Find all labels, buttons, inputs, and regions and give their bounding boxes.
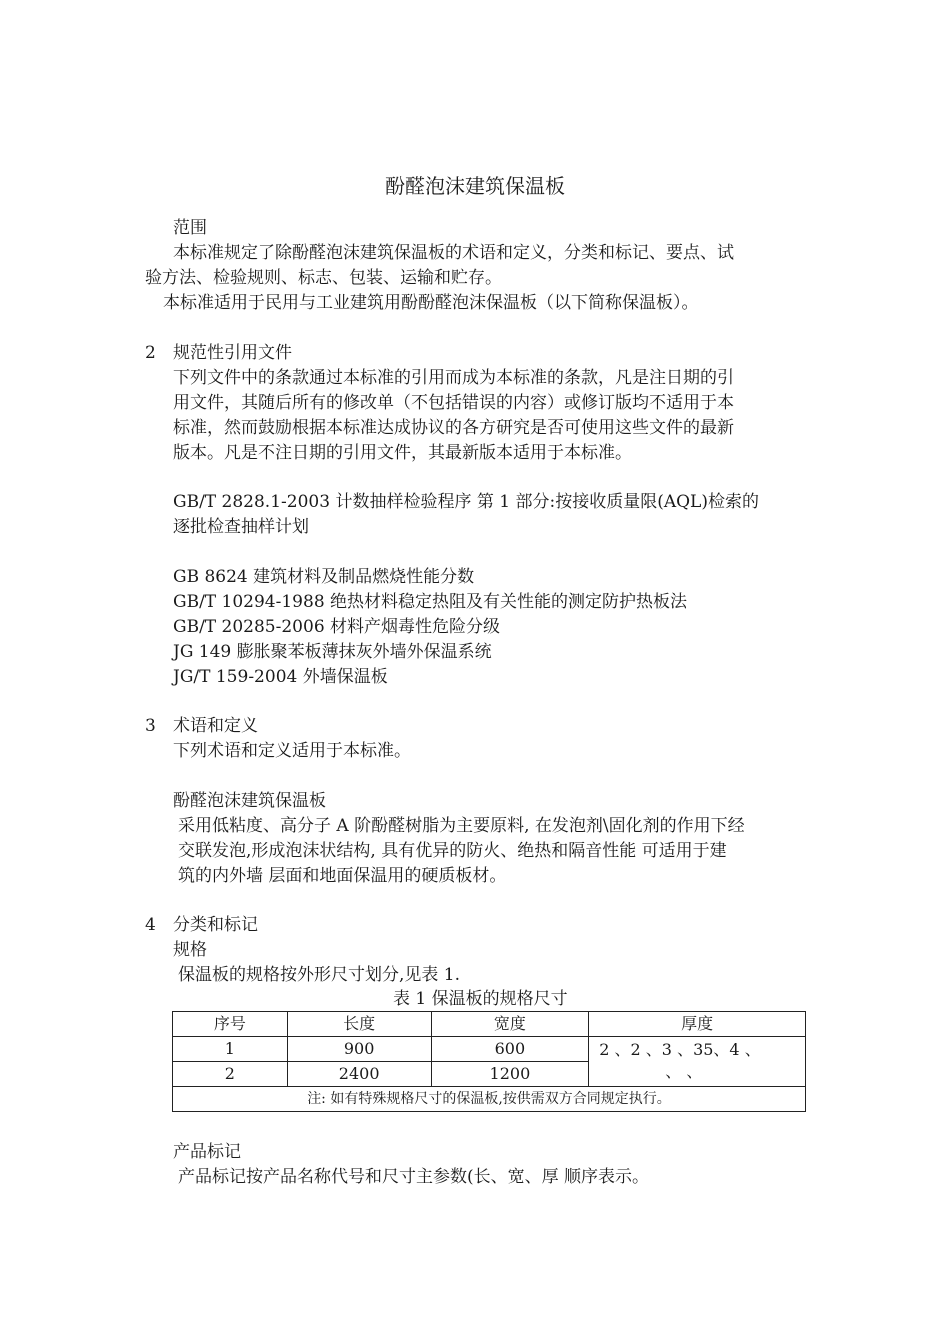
section-heading-terms: 术语和定义: [173, 716, 258, 736]
table-header-cell: 长度: [287, 1012, 431, 1037]
marking-text: 产品标记按产品名称代号和尺寸主参数(长、宽、厚 顺序表示。: [178, 1167, 650, 1187]
term-definition-line-2: 交联发泡,形成泡沫状结构, 具有优异的防火、绝热和隔音性能 可适用于建: [178, 841, 727, 861]
table-note-row: [173, 1087, 806, 1112]
table-header-row: [173, 1012, 806, 1037]
subsection-heading-spec: 规格: [173, 940, 207, 960]
terms-intro: 下列术语和定义适用于本标准。: [173, 741, 411, 761]
table-header-cell: 厚度: [589, 1012, 806, 1037]
reference-item: GB/T 2828.1-2003 计数抽样检验程序 第 1 部分:按接收质量限(AQL)检索的: [173, 492, 759, 512]
reference-item: JG/T 159-2004 外墙保温板: [173, 667, 388, 687]
thickness-values-continued: 、 、: [665, 1062, 703, 1081]
spec-table: [172, 1011, 806, 1112]
scope-paragraph-line-2: 验方法、检验规则、标志、包装、运输和贮存。: [145, 268, 502, 288]
thickness-cell: [589, 1037, 806, 1087]
refs-intro-line-1: 下列文件中的条款通过本标准的引用而成为本标准的条款，凡是注日期的引: [173, 368, 734, 388]
table-cell: 900: [287, 1037, 431, 1062]
subsection-heading-marking: 产品标记: [173, 1142, 241, 1162]
table-cell: 1: [173, 1037, 288, 1062]
term-name: 酚醛泡沫建筑保温板: [173, 791, 326, 811]
refs-intro-line-4: 版本。凡是不注日期的引用文件，其最新版本适用于本标准。: [173, 443, 632, 463]
document-title: 酚醛泡沫建筑保温板: [385, 174, 565, 198]
table-caption: 表 1 保温板的规格尺寸: [393, 989, 568, 1009]
section-number: 4: [145, 915, 156, 935]
term-definition-line-3: 筑的内外墙 层面和地面保温用的硬质板材。: [178, 866, 507, 886]
refs-intro-line-2: 用文件，其随后所有的修改单（不包括错误的内容）或修订版均不适用于本: [173, 393, 734, 413]
term-definition-line-1: 采用低粘度、高分子 A 阶酚醛树脂为主要原料, 在发泡剂\固化剂的作用下经: [178, 816, 745, 836]
table-header-cell: 宽度: [431, 1012, 589, 1037]
table-cell: 2400: [287, 1062, 431, 1087]
spec-text: 保温板的规格按外形尺寸划分,见表 1.: [178, 965, 461, 985]
reference-item: GB/T 10294-1988 绝热材料稳定热阻及有关性能的测定防护热板法: [173, 592, 688, 612]
reference-item: JG 149 膨胀聚苯板薄抹灰外墙外保温系统: [173, 642, 492, 662]
table-cell: 2: [173, 1062, 288, 1087]
table-cell: 1200: [431, 1062, 589, 1087]
table-note: 注: 如有特殊规格尺寸的保温板,按供需双方合同规定执行。: [173, 1087, 806, 1112]
refs-intro-line-3: 标准，然而鼓励根据本标准达成协议的各方研究是否可使用这些文件的最新: [173, 418, 734, 438]
thickness-values: 2 、2 、3 、35、4 、: [599, 1040, 761, 1059]
table-cell: 600: [431, 1037, 589, 1062]
section-number: 3: [145, 716, 156, 736]
reference-item-continued: 逐批检查抽样计划: [173, 517, 309, 537]
reference-item: GB 8624 建筑材料及制品燃烧性能分数: [173, 567, 475, 587]
section-heading-classification: 分类和标记: [173, 915, 258, 935]
section-heading-scope: 范围: [173, 218, 207, 238]
section-heading-normative-refs: 规范性引用文件: [173, 343, 292, 363]
scope-paragraph-line-1: 本标准规定了除酚醛泡沫建筑保温板的术语和定义，分类和标记、要点、试: [173, 243, 734, 263]
table-row: [173, 1037, 806, 1062]
table-header-cell: 序号: [173, 1012, 288, 1037]
reference-item: GB/T 20285-2006 材料产烟毒性危险分级: [173, 617, 501, 637]
section-number: 2: [145, 343, 156, 363]
scope-paragraph-2: 本标准适用于民用与工业建筑用酚酚醛泡沫保温板（以下简称保温板）。: [163, 293, 699, 313]
